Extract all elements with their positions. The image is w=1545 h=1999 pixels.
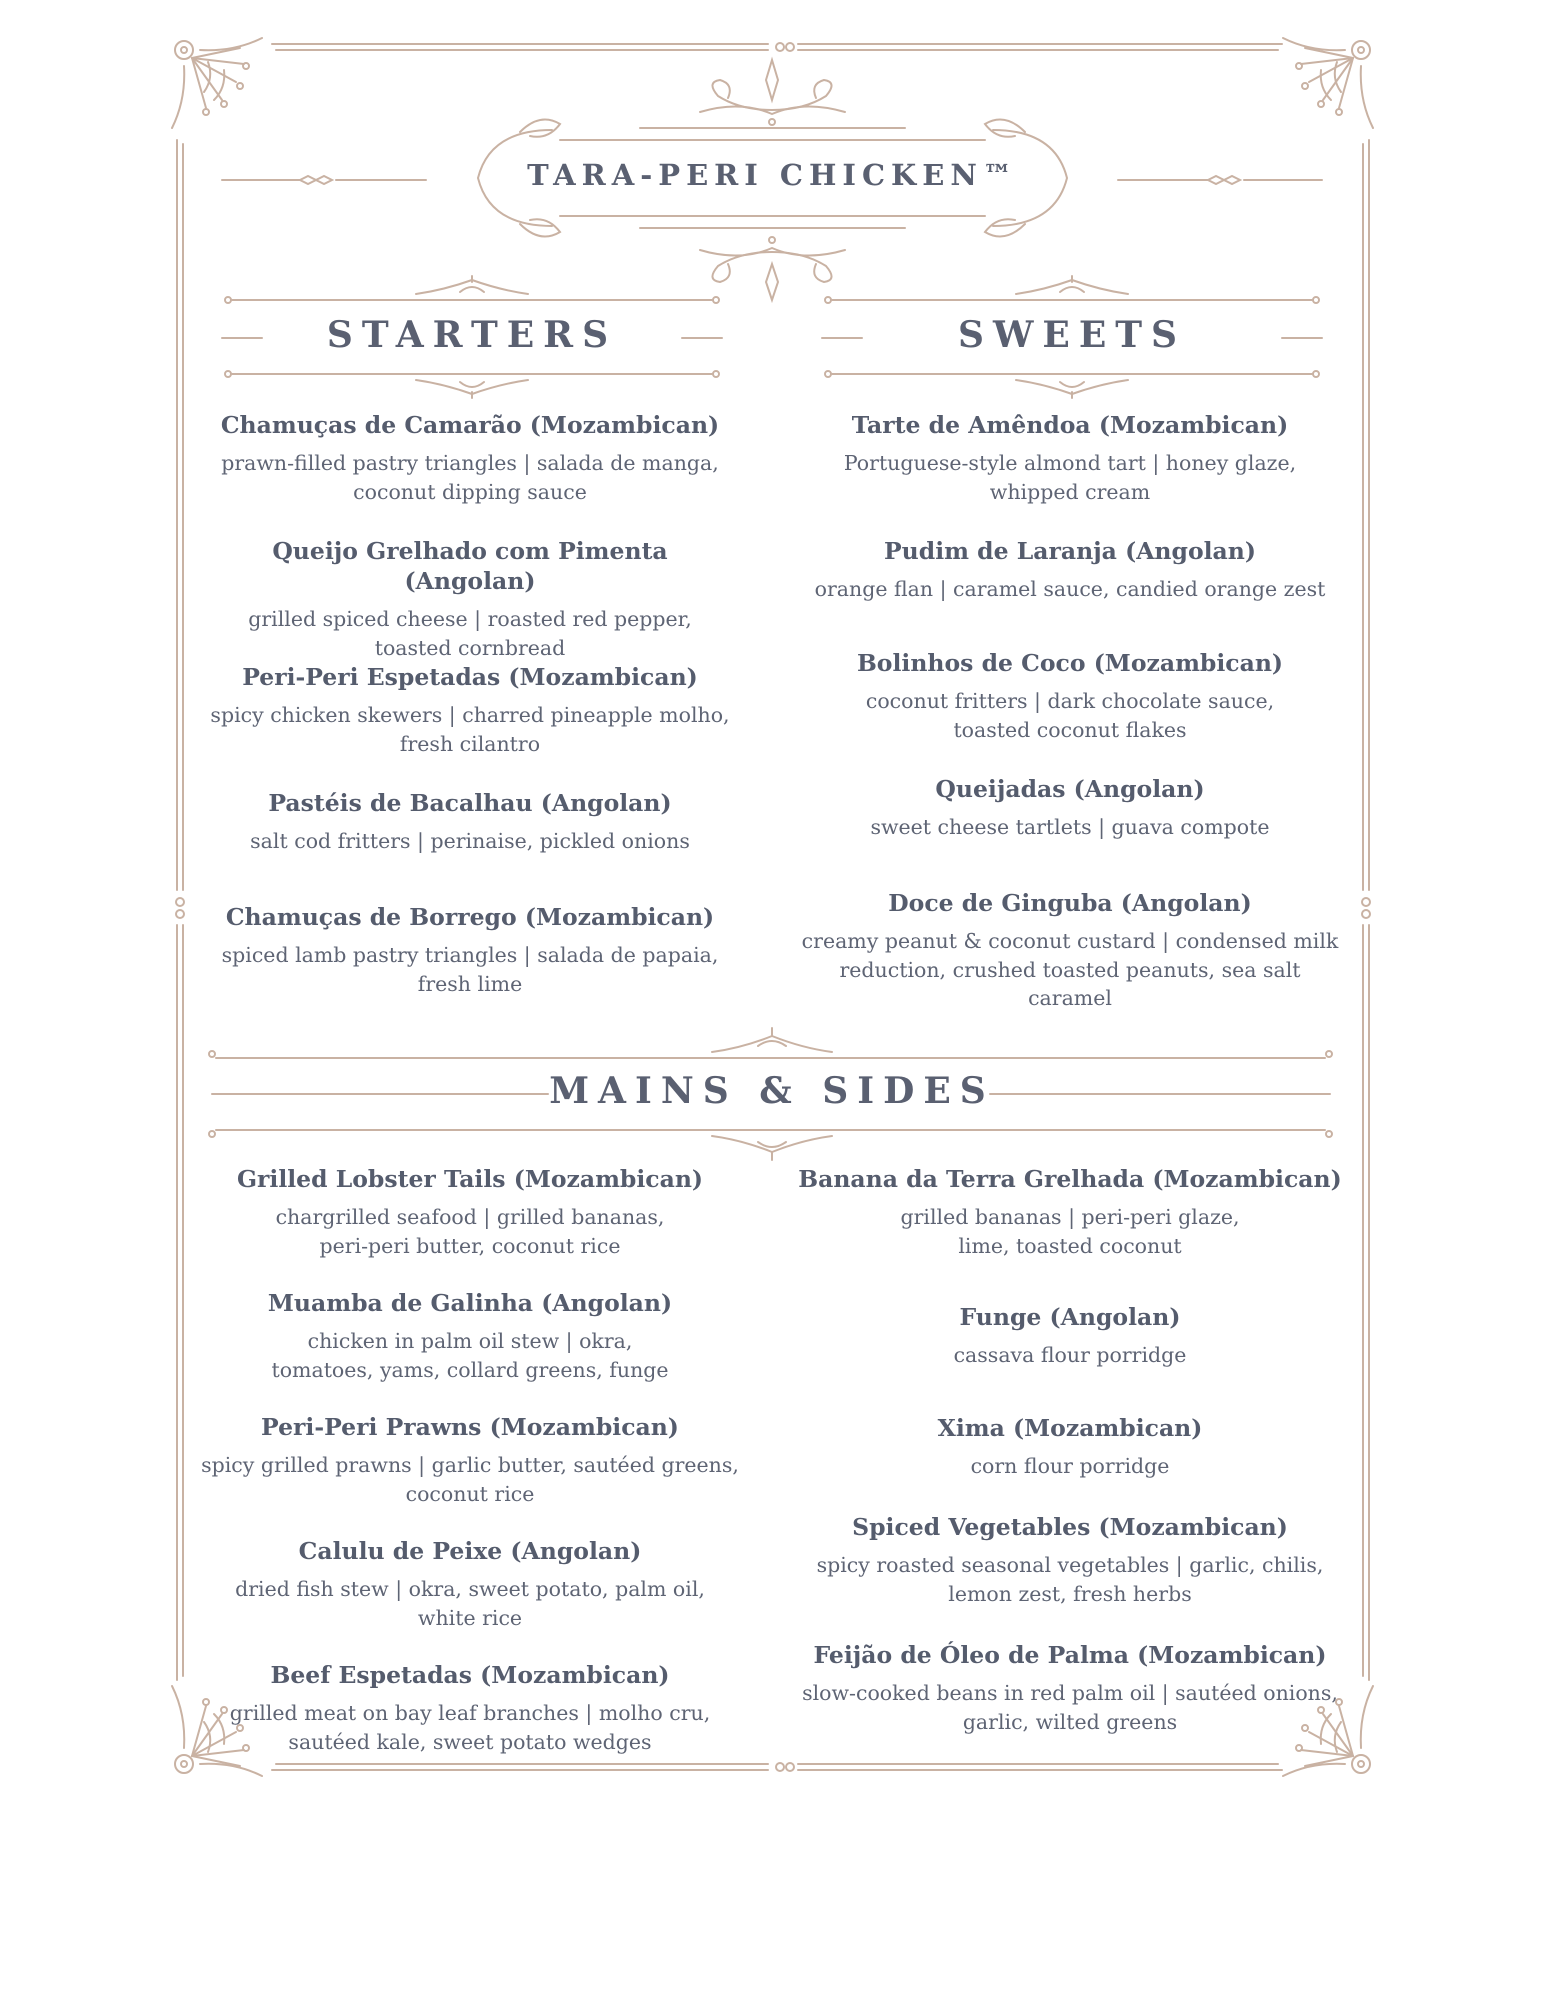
menu-item-name: Muamba de Galinha (Angolan)	[267, 1289, 673, 1317]
menu-item-description: grilled bananas | peri-peri glaze, lime, toasted coconut	[900, 1205, 1240, 1258]
menu-item-description: salt cod fritters | perinaise, pickled onions	[250, 829, 690, 853]
menu-item-name: Banana da Terra Grelhada (Mozambican)	[798, 1165, 1342, 1193]
menu-item-description: chargrilled seafood | grilled bananas, peri-peri butter, coconut rice	[275, 1205, 665, 1258]
mains-list	[200, 0, 740, 1800]
menu-item-name: Grilled Lobster Tails (Mozambican)	[236, 1165, 704, 1193]
menu-item-description: spicy grilled prawns | garlic butter, sautéed greens, coconut rice	[201, 1453, 739, 1506]
menu-item-name: Chamuças de Borrego (Mozambican)	[225, 903, 715, 931]
menu-item-name: Chamuças de Camarão (Mozambican)	[220, 411, 720, 439]
restaurant-name: TARA-PERI CHICKEN™	[527, 158, 1018, 192]
menu-item-description: grilled spiced cheese | roasted red pepper, toasted cornbread	[248, 607, 692, 660]
menu-item-name: Bolinhos de Coco (Mozambican)	[856, 649, 1284, 677]
sides-list	[790, 0, 1350, 1800]
menu-item-description: spiced lamb pastry triangles | salada de papaia, fresh lime	[221, 943, 719, 996]
menu-item-description: Portuguese-style almond tart | honey glaze, whipped cream	[843, 451, 1297, 504]
menu-item-description: dried fish stew | okra, sweet potato, palm oil, white rice	[235, 1577, 705, 1630]
menu-item	[790, 1302, 1350, 1370]
menu-item-description: slow-cooked beans in red palm oil | sautéed onions, garlic, wilted greens	[802, 1681, 1338, 1734]
menu-item	[790, 1640, 1350, 1736]
menu-item-description: prawn-filled pastry triangles | salada de manga, coconut dipping sauce	[221, 451, 719, 504]
menu-item-description: spicy chicken skewers | charred pineapple molho, fresh cilantro	[210, 703, 730, 756]
menu-item-name: Spiced Vegetables (Mozambican)	[852, 1513, 1288, 1541]
menu-item-name: Calulu de Peixe (Angolan)	[298, 1537, 642, 1565]
menu-item-description: orange flan | caramel sauce, candied orange zest	[814, 577, 1326, 601]
menu-item-description: spicy roasted seasonal vegetables | garlic, chilis, lemon zest, fresh herbs	[816, 1553, 1324, 1606]
menu-item-name: Tarte de Amêndoa (Mozambican)	[851, 411, 1289, 439]
section-heading-starters: STARTERS	[326, 314, 618, 356]
menu-item-name: Feijão de Óleo de Palma (Mozambican)	[813, 1641, 1327, 1669]
menu-item-description: coconut fritters | dark chocolate sauce, toasted coconut flakes	[865, 689, 1275, 742]
menu-item	[200, 1288, 740, 1384]
menu-item-description: sweet cheese tartlets | guava compote	[870, 815, 1270, 839]
menu-item	[200, 1164, 740, 1260]
section-heading-sweets: SWEETS	[957, 314, 1187, 356]
menu-item	[790, 1164, 1350, 1260]
menu-item-description: cassava flour porridge	[953, 1343, 1187, 1367]
menu-item-name: Beef Espetadas (Mozambican)	[270, 1661, 670, 1689]
section-heading-mains-sides: MAINS & SIDES	[549, 1070, 995, 1112]
menu-item-name: Peri-Peri Prawns (Mozambican)	[261, 1413, 679, 1441]
menu-item-name: Peri-Peri Espetadas (Mozambican)	[242, 663, 698, 691]
menu-item-name: Xima (Mozambican)	[937, 1414, 1203, 1442]
menu-item-name: Queijadas (Angolan)	[935, 775, 1205, 803]
menu-item-name: Doce de Ginguba (Angolan)	[888, 889, 1252, 917]
menu-item	[790, 1512, 1350, 1608]
menu-item	[200, 1412, 740, 1508]
menu-item-name: Funge (Angolan)	[959, 1303, 1181, 1331]
menu-item-description: corn flour porridge	[970, 1454, 1170, 1478]
menu-item-description: creamy peanut & coconut custard | condensed milk reduction, crushed toasted peanuts, sea salt caramel	[801, 929, 1339, 1010]
menu-item	[200, 1660, 740, 1756]
menu-item-description: chicken in palm oil stew | okra, tomatoes, yams, collard greens, funge	[271, 1329, 669, 1382]
menu-item	[200, 1536, 740, 1632]
menu-item-name: Pudim de Laranja (Angolan)	[884, 537, 1256, 565]
menu-item-name: Queijo Grelhado com Pimenta (Angolan)	[272, 537, 668, 595]
menu-item	[790, 1413, 1350, 1481]
menu-item-description: grilled meat on bay leaf branches | molho cru, sautéed kale, sweet potato wedges	[229, 1701, 711, 1754]
menu-item-name: Pastéis de Bacalhau (Angolan)	[268, 789, 672, 817]
